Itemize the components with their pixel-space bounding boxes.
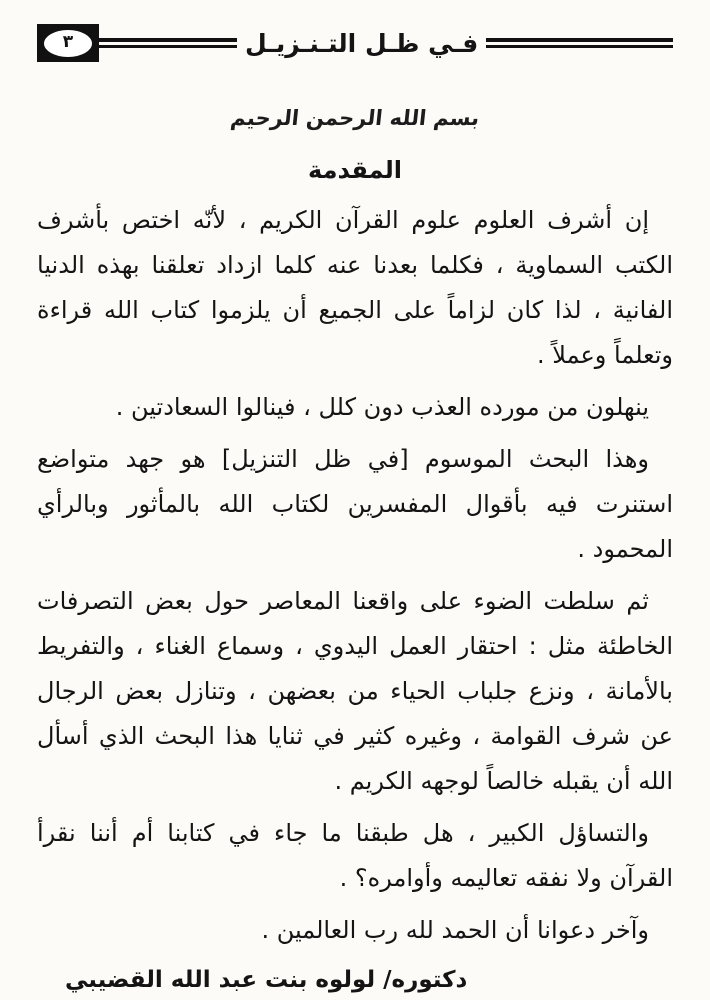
section-title: المقدمة xyxy=(308,156,402,184)
header-rule-left xyxy=(99,38,237,48)
page-number: ٣ xyxy=(62,32,74,52)
paragraph-1: إن أشرف العلوم علوم القرآن الكريم ، لأنّه اختص بأشرف الكتب السماوية ، فكلما بعدنا عنه كلما ازداد تعلقنا بهذه الدنيا الفانية ، لذا كان لزاماً على الجميع أن يلزموا كتاب الله قراءة وتعلماً وعملاً . xyxy=(37,206,673,369)
page-header xyxy=(37,22,673,64)
book-title: فـي ظـل التـنـزيـل xyxy=(245,28,479,58)
page-number-badge xyxy=(37,24,99,62)
paragraph-4: ثم سلطت الضوء على واقعنا المعاصر حول بعض التصرفات الخاطئة مثل : احتقار العمل اليدوي ، وسماع الغناء ، والتفريط بالأمانة ، ونزع جلباب الحياء من بعضهن ، وتنازل بعض الرجال عن شرف القوامة ، وغيره كثير في ثنايا هذا البحث الذي أسأل الله أن يقبله خالصاً لوجهه الكريم . xyxy=(37,587,673,795)
paragraph-2: ينهلون من مورده العذب دون كلل ، فينالوا السعادتين . xyxy=(115,393,649,421)
author-signature: دكتوره/ لولوه بنت عبد الله القضيبي xyxy=(65,967,468,993)
basmala-calligraphy: بسم الله الرحمن الرحيم xyxy=(229,106,481,130)
paragraph-6: وآخر دعوانا أن الحمد لله رب العالمين . xyxy=(261,916,649,944)
page-number-oval xyxy=(44,30,92,57)
paragraph-3: وهذا البحث الموسوم [في ظل التنزيل] هو جهد متواضع استنرت فيه بأقوال المفسرين لكتاب الله بالمأثور وبالرأي المحمود . xyxy=(37,445,673,563)
body-text xyxy=(37,198,673,1000)
header-rule-right xyxy=(486,38,673,48)
paragraph-5: والتساؤل الكبير ، هل طبقنا ما جاء في كتابنا أم أننا نقرأ القرآن ولا نفقه تعاليمه وأوامره؟ . xyxy=(37,819,673,892)
